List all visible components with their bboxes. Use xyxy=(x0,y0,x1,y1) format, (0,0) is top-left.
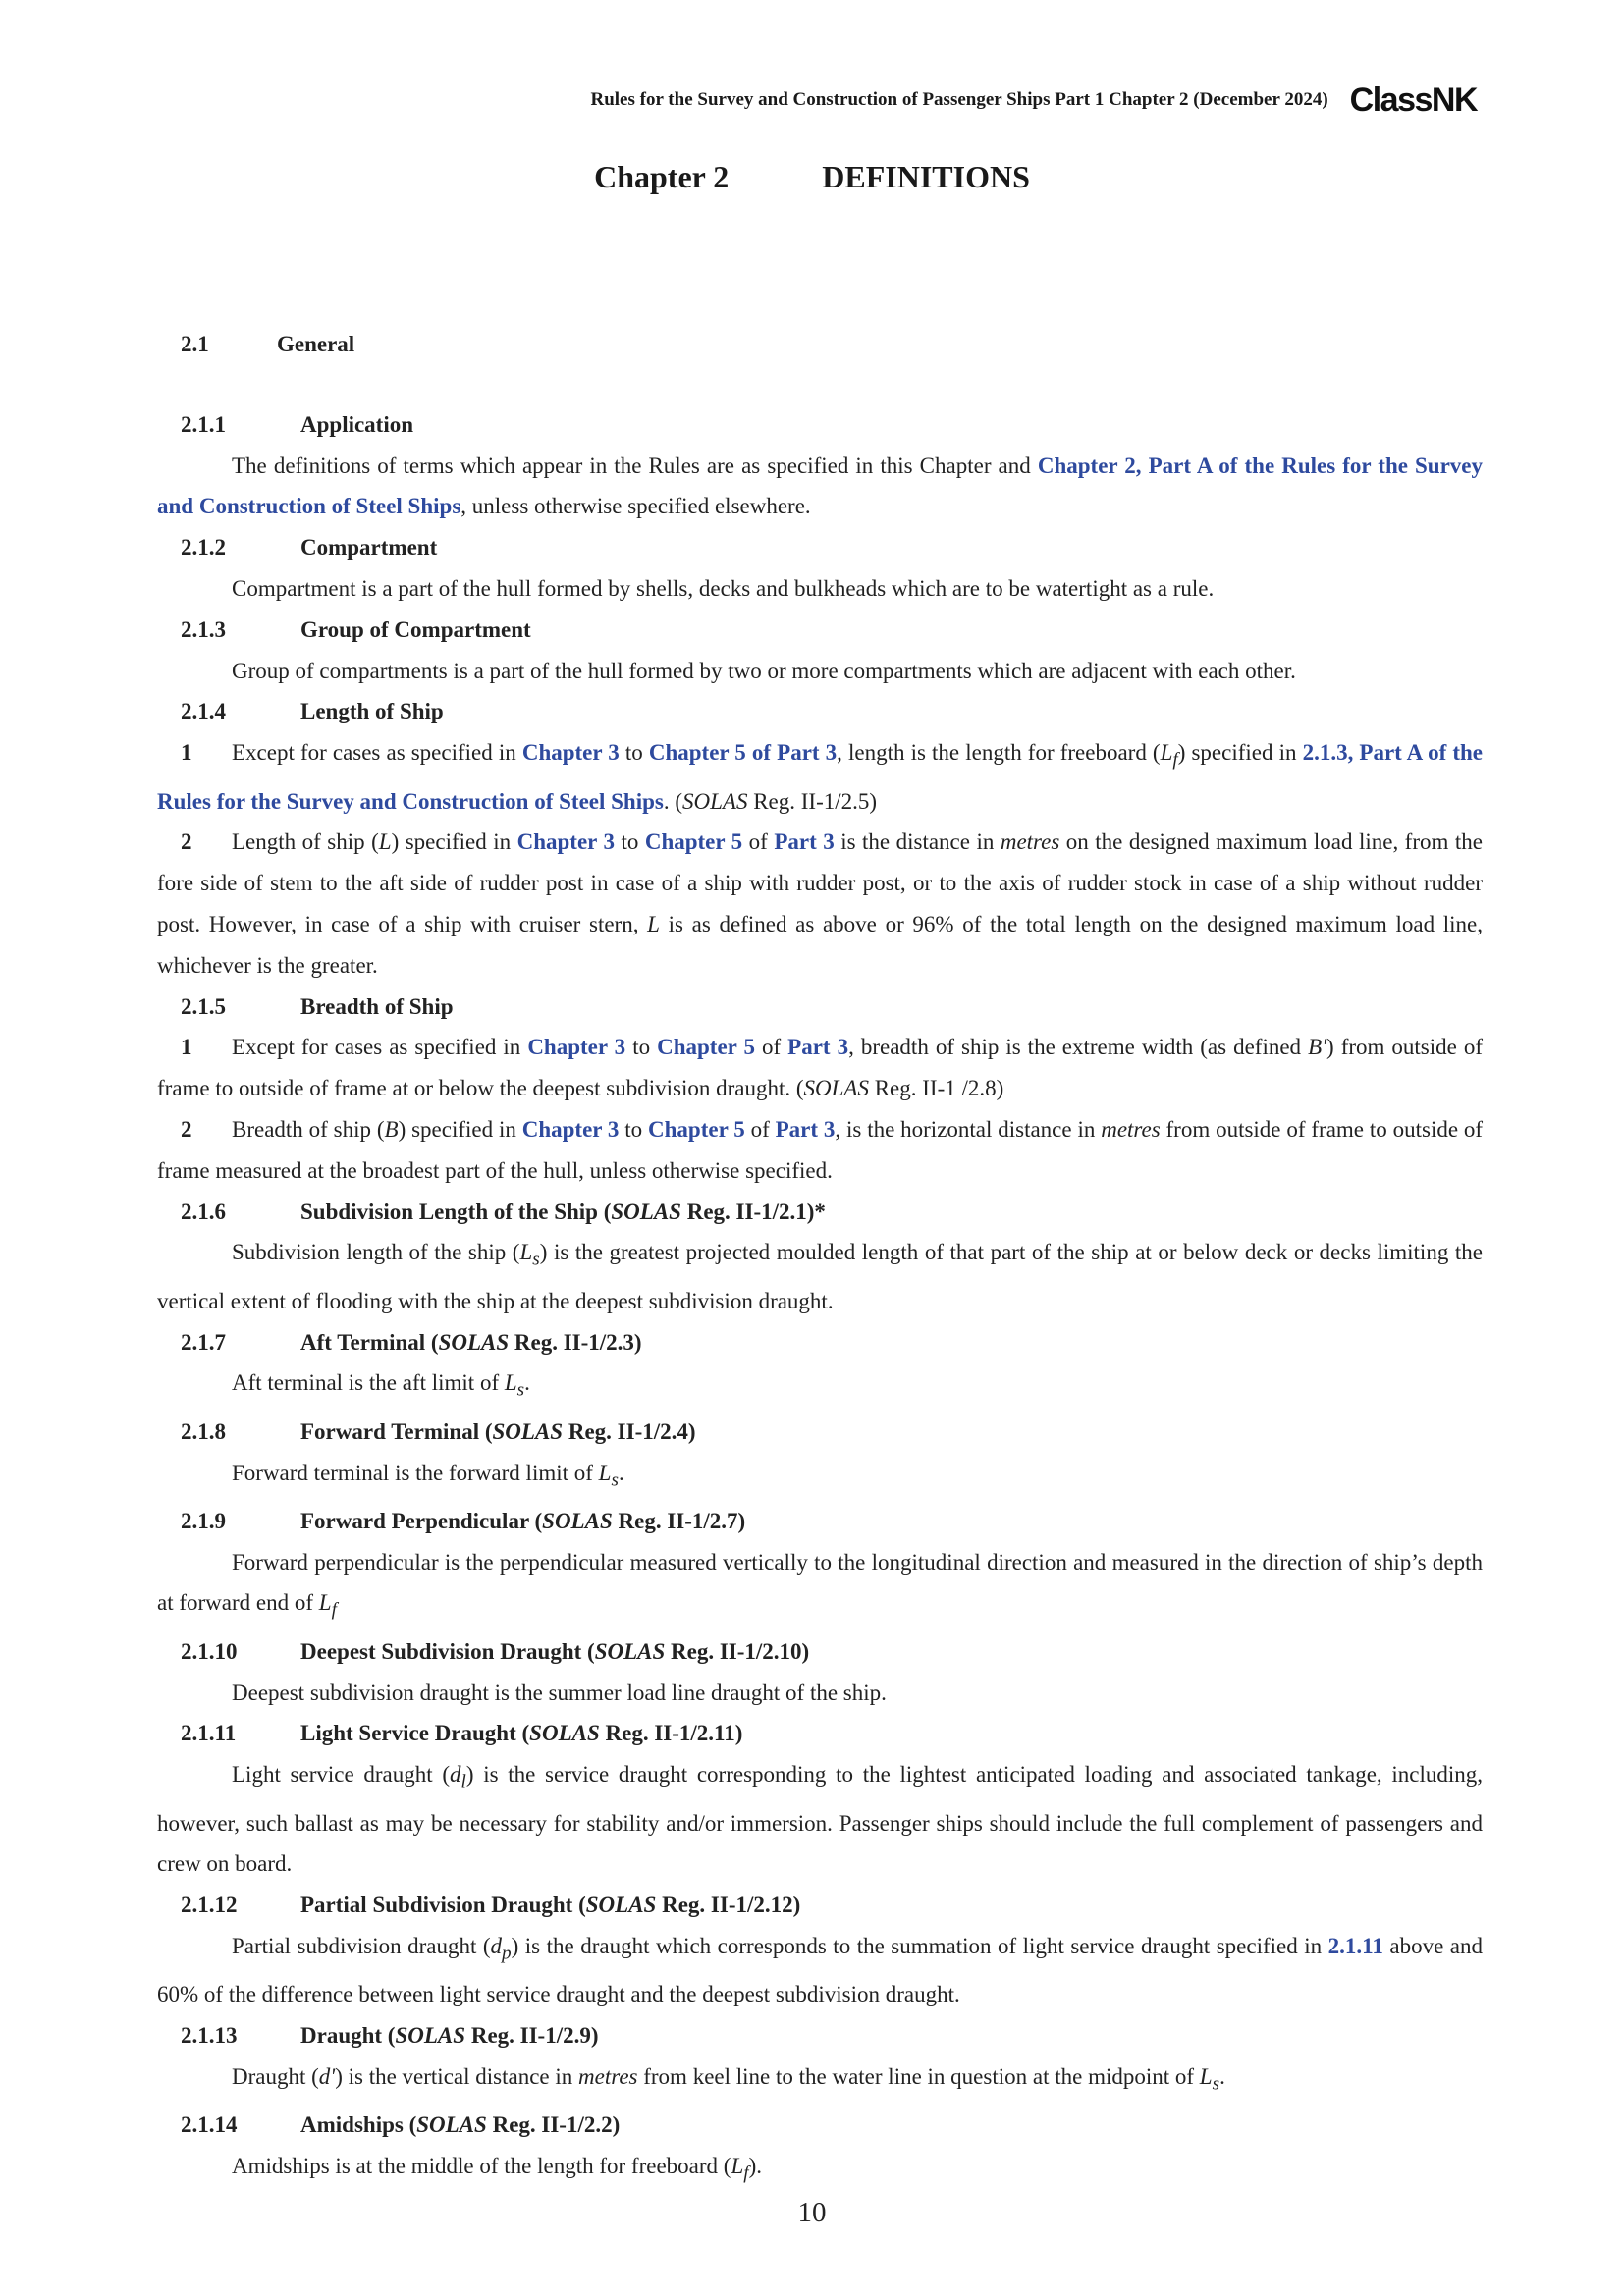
paragraph xyxy=(157,1362,1483,1411)
symbol-subscript: s xyxy=(532,1249,540,1270)
regulation-ref: Reg. II-1/2.2) xyxy=(486,2112,621,2138)
solas-label: SOLAS xyxy=(594,1638,666,1664)
subsection-title: Application xyxy=(300,411,414,437)
numbered-paragraph xyxy=(157,1027,1483,1109)
ref-link[interactable]: Chapter 2 xyxy=(1037,453,1136,478)
symbol: d' xyxy=(318,2064,336,2090)
text: . xyxy=(1219,2064,1225,2090)
subsection-title: Deepest Subdivision Draught ( xyxy=(300,1638,595,1664)
symbol-subscript: s xyxy=(516,1379,525,1401)
subsection-heading xyxy=(157,987,1483,1028)
text: Aft terminal is the aft limit of xyxy=(232,1370,505,1396)
subsection-number: 2.1.6 xyxy=(181,1199,226,1224)
subsection-heading xyxy=(157,2015,1483,2056)
ref-link[interactable]: Chapter 3 xyxy=(521,1116,620,1142)
ref-link[interactable]: Chapter 3 xyxy=(516,829,615,855)
subsection-heading xyxy=(157,1501,1483,1542)
text: Draught ( xyxy=(232,2064,319,2090)
ref-link[interactable]: Part 3 xyxy=(787,1035,849,1060)
subsection-heading xyxy=(157,404,1483,446)
subsection-number: 2.1.9 xyxy=(181,1508,226,1533)
numbered-paragraph xyxy=(157,1109,1483,1192)
text: above and 60% of the difference between light service draught and the deepest subdivision draught. xyxy=(157,1934,1483,2007)
paragraph xyxy=(157,1754,1483,1885)
subsection-heading xyxy=(157,2105,1483,2146)
subsection-heading xyxy=(157,1412,1483,1453)
paragraph: Group of compartments is a part of the hull formed by two or more compartments which are adjacent with each other. xyxy=(232,658,1296,683)
symbol-subscript: f xyxy=(1172,749,1178,771)
symbol-subscript: p xyxy=(502,1943,512,1964)
text: ) is the service draught corresponding to the lightest anticipated loading and associated tankage, including, however, such ballast as may be necessary for stability and/or immersion. Passenger ships should include the full complement of passengers and crew on board. xyxy=(157,1762,1483,1877)
text: ) specified in xyxy=(391,829,517,855)
symbol-subscript: s xyxy=(1212,2073,1220,2095)
text: is the distance in xyxy=(834,829,1001,855)
subsection-heading xyxy=(157,610,1483,651)
symbol: B' xyxy=(1308,1035,1327,1060)
paragraph-number: 2 xyxy=(181,829,192,855)
subsection-title: Group of Compartment xyxy=(300,616,531,642)
text: ) is the greatest projected moulded length of that part of the ship at or below deck or decks limiting the vertical extent of flooding with the ship at the deepest subdivision draught. xyxy=(157,1240,1483,1313)
subsection-heading xyxy=(157,1322,1483,1363)
symbol: d xyxy=(450,1762,461,1788)
regulation-ref: Reg. II-1/2.11) xyxy=(599,1721,743,1746)
text: . xyxy=(618,1460,624,1485)
subsection-2-1-4 xyxy=(157,691,1483,986)
subsection-2-1-11 xyxy=(157,1713,1483,1885)
document-body xyxy=(157,324,1483,2195)
subsection-number: 2.1.4 xyxy=(181,699,226,724)
regulation-ref: Reg. II-1/2.9) xyxy=(465,2023,599,2049)
solas-label: SOLAS xyxy=(416,2112,487,2138)
subsection-title: Forward Terminal ( xyxy=(300,1418,493,1444)
subsection-number: 2.1.12 xyxy=(181,1893,238,1918)
symbol-subscript: f xyxy=(331,1600,337,1622)
subsection-2-1-1 xyxy=(157,404,1483,527)
subsection-2-1-12 xyxy=(157,1885,1483,2015)
numbered-paragraph xyxy=(157,822,1483,986)
text: , length is the length for freeboard ( xyxy=(837,740,1161,766)
text: , is the horizontal distance in xyxy=(835,1116,1102,1142)
text: Forward perpendicular is the perpendicular measured vertically to the longitudinal direction and measured in the direction of ship’s depth at forward end of xyxy=(157,1549,1483,1616)
subsection-title: Draught ( xyxy=(300,2023,396,2049)
subsection-title: Breadth of Ship xyxy=(300,993,454,1019)
subsection-2-1-5 xyxy=(157,987,1483,1192)
regulation-ref: Reg. II-1/2.3) xyxy=(509,1329,642,1355)
text: The definitions of terms which appear in the Rules are as specified in this Chapter and xyxy=(232,453,1038,478)
chapter-number: Chapter 2 xyxy=(594,159,730,194)
text: Partial subdivision draught ( xyxy=(232,1934,491,1959)
subsection-number: 2.1.10 xyxy=(181,1638,238,1664)
text: to xyxy=(614,829,645,855)
subsection-title: Forward Perpendicular ( xyxy=(300,1508,543,1533)
chapter-heading: DEFINITIONS xyxy=(822,159,1030,194)
regulation-ref: Reg. II-1/2.1)* xyxy=(680,1199,826,1224)
text: , xyxy=(1347,740,1360,766)
subsection-title: Subdivision Length of the Ship ( xyxy=(300,1199,612,1224)
text: , xyxy=(1135,453,1149,478)
text: Breadth of ship ( xyxy=(232,1116,385,1142)
text: ). xyxy=(748,2154,762,2179)
symbol: L xyxy=(519,1240,533,1265)
text: ) from outside of frame to outside of frame at or below the deepest subdivision draught. ( xyxy=(157,1035,1484,1101)
subsection-2-1-13 xyxy=(157,2015,1483,2105)
text: Light service draught ( xyxy=(232,1762,450,1788)
text: ) specified in xyxy=(398,1116,522,1142)
subsection-number: 2.1.8 xyxy=(181,1418,226,1444)
subsection-heading xyxy=(157,691,1483,732)
paragraph xyxy=(157,2056,1483,2105)
subsection-title: Compartment xyxy=(300,535,438,561)
symbol: L xyxy=(1160,740,1173,766)
page-number: 10 xyxy=(797,2197,827,2228)
subsection-number: 2.1.7 xyxy=(181,1329,226,1355)
symbol: L xyxy=(504,1370,517,1396)
text: to xyxy=(619,740,649,766)
ref-link[interactable]: Part A of the Rules for the Survey and Construction of Steel Ships xyxy=(157,453,1484,519)
symbol-subscript: f xyxy=(743,2163,749,2184)
text: on the designed maximum load line, from the fore side of stem to the aft side of rudder post in case of a ship with rudder post, or to the axis of rudder stock in case of a ship without rudder post. However, in case of a ship with cruiser stern, xyxy=(157,829,1483,936)
ref-link[interactable]: Chapter 3 xyxy=(527,1035,626,1060)
text: Forward terminal is the forward limit of xyxy=(232,1460,599,1485)
solas-label: SOLAS xyxy=(611,1199,681,1224)
text: Length of ship ( xyxy=(232,829,379,855)
subsection-2-1-2 xyxy=(157,527,1483,610)
paragraph xyxy=(157,1453,1483,1501)
solas-label: SOLAS xyxy=(395,2023,466,2049)
subsection-title: Amidships ( xyxy=(300,2112,417,2138)
running-title: Rules for the Survey and Construction of Passenger Ships Part 1 Chapter 2 (December 2024) xyxy=(590,89,1328,110)
paragraph-number: 2 xyxy=(181,1116,192,1142)
subsection-2-1-14 xyxy=(157,2105,1483,2194)
paragraph-number: 1 xyxy=(181,740,192,766)
text: ) specified in xyxy=(1177,740,1303,766)
symbol: L xyxy=(731,2154,744,2179)
subsection-heading xyxy=(157,1885,1483,1926)
solas-label: SOLAS xyxy=(529,1721,600,1746)
regulation-ref: Reg. II-1/2.7) xyxy=(612,1508,746,1533)
subsection-title: Light Service Draught ( xyxy=(300,1721,530,1746)
classnk-logo: ClassNK xyxy=(1349,80,1477,119)
subsection-heading xyxy=(157,1631,1483,1673)
text: Reg. II-1/2.5) xyxy=(747,788,878,814)
subsection-number: 2.1.11 xyxy=(181,1721,237,1746)
text: from outside of frame to outside of frame measured at the broadest part of the hull, unless otherwise specified. xyxy=(157,1116,1484,1183)
text: ) is the vertical distance in xyxy=(335,2064,579,2090)
unit-text: metres xyxy=(1101,1116,1161,1142)
section-heading xyxy=(157,324,1483,365)
ref-link[interactable]: Chapter 5 xyxy=(657,1035,755,1060)
section-number: 2.1 xyxy=(181,332,209,356)
subsection-2-1-6 xyxy=(157,1192,1483,1322)
subsection-heading xyxy=(157,1192,1483,1233)
subsection-2-1-8 xyxy=(157,1412,1483,1501)
symbol: L xyxy=(318,1590,332,1616)
paragraph xyxy=(157,1926,1483,2015)
subsection-number: 2.1.1 xyxy=(181,411,226,437)
symbol: L xyxy=(647,911,660,936)
symbol: L xyxy=(378,829,392,855)
running-header xyxy=(590,80,1477,120)
ref-link[interactable]: Chapter 5 of Part 3 xyxy=(648,740,838,766)
subsection-2-1-7 xyxy=(157,1322,1483,1412)
ref-link[interactable]: 2.1.11 xyxy=(1327,1934,1383,1959)
chapter-title xyxy=(0,159,1624,195)
ref-link[interactable]: Part A of the Rules for the Survey and Construction of Steel Ships xyxy=(157,740,1483,814)
ref-link[interactable]: Chapter 5 xyxy=(644,829,743,855)
solas-label: SOLAS xyxy=(585,1893,657,1918)
subsection-number: 2.1.2 xyxy=(181,535,226,561)
ref-link[interactable]: Chapter 5 xyxy=(648,1116,745,1142)
subsection-title: Length of Ship xyxy=(300,699,444,724)
text: of xyxy=(742,829,775,855)
symbol-subscript: s xyxy=(611,1469,619,1491)
text: . xyxy=(524,1370,530,1396)
paragraph: Deepest subdivision draught is the summer load line draught of the ship. xyxy=(232,1680,887,1705)
text: Reg. II-1 /2.8) xyxy=(868,1076,1004,1101)
paragraph xyxy=(157,1232,1483,1321)
regulation-ref: Reg. II-1/2.4) xyxy=(563,1418,696,1444)
text: Except for cases as specified in xyxy=(232,1035,528,1060)
symbol-subscript: l xyxy=(460,1771,466,1792)
symbol: L xyxy=(598,1460,612,1485)
solas-label: SOLAS xyxy=(438,1329,510,1355)
text: . ( xyxy=(663,788,683,814)
text: is as defined as above or 96% of the total length on the designed maximum load line, whichever is the greater. xyxy=(157,911,1483,978)
text: of xyxy=(744,1116,776,1142)
symbol: L xyxy=(1199,2064,1213,2090)
text: , unless otherwise specified elsewhere. xyxy=(460,494,811,519)
subsection-2-1-3 xyxy=(157,610,1483,692)
paragraph: Compartment is a part of the hull formed by shells, decks and bulkheads which are to be watertight as a rule. xyxy=(232,575,1215,601)
section-title: General xyxy=(277,332,355,356)
unit-text: metres xyxy=(1000,829,1060,855)
subsection-number: 2.1.14 xyxy=(181,2112,238,2138)
text: to xyxy=(625,1035,658,1060)
subsection-number: 2.1.3 xyxy=(181,616,226,642)
regulation-ref: Reg. II-1/2.12) xyxy=(656,1893,801,1918)
numbered-paragraph xyxy=(157,732,1483,822)
subsection-2-1-10 xyxy=(157,1631,1483,1714)
paragraph xyxy=(157,1542,1483,1631)
paragraph xyxy=(157,2146,1483,2194)
ref-link[interactable]: Chapter 3 xyxy=(521,740,620,766)
solas-label: SOLAS xyxy=(803,1076,869,1101)
unit-text: metres xyxy=(578,2064,638,2090)
text: , breadth of ship is the extreme width (as defined xyxy=(848,1035,1309,1060)
subsection-title: Partial Subdivision Draught ( xyxy=(300,1893,586,1918)
subsection-heading xyxy=(157,527,1483,568)
ref-link[interactable]: Part 3 xyxy=(774,829,835,855)
symbol: B xyxy=(384,1116,399,1142)
subsection-title: Aft Terminal ( xyxy=(300,1329,439,1355)
ref-link[interactable]: 2.1.3 xyxy=(1302,740,1348,766)
symbol: d xyxy=(490,1934,503,1959)
text: Except for cases as specified in xyxy=(232,740,522,766)
text: from keel line to the water line in question at the midpoint of xyxy=(637,2064,1200,2090)
text: ) is the draught which corresponds to the summation of light service draught specified in xyxy=(511,1934,1328,1959)
subsection-2-1-9 xyxy=(157,1501,1483,1631)
subsection-heading xyxy=(157,1713,1483,1754)
text: to xyxy=(619,1116,649,1142)
paragraph-number: 1 xyxy=(181,1035,192,1060)
solas-label: SOLAS xyxy=(682,788,748,814)
text: Subdivision length of the ship ( xyxy=(232,1240,520,1265)
subsection-number: 2.1.5 xyxy=(181,993,226,1019)
solas-label: SOLAS xyxy=(542,1508,613,1533)
subsection-number: 2.1.13 xyxy=(181,2023,238,2049)
text: of xyxy=(754,1035,788,1060)
solas-label: SOLAS xyxy=(492,1418,564,1444)
ref-link[interactable]: Part 3 xyxy=(775,1116,836,1142)
regulation-ref: Reg. II-1/2.10) xyxy=(665,1638,810,1664)
text: Amidships is at the middle of the length for freeboard ( xyxy=(232,2154,731,2179)
paragraph xyxy=(157,446,1483,528)
